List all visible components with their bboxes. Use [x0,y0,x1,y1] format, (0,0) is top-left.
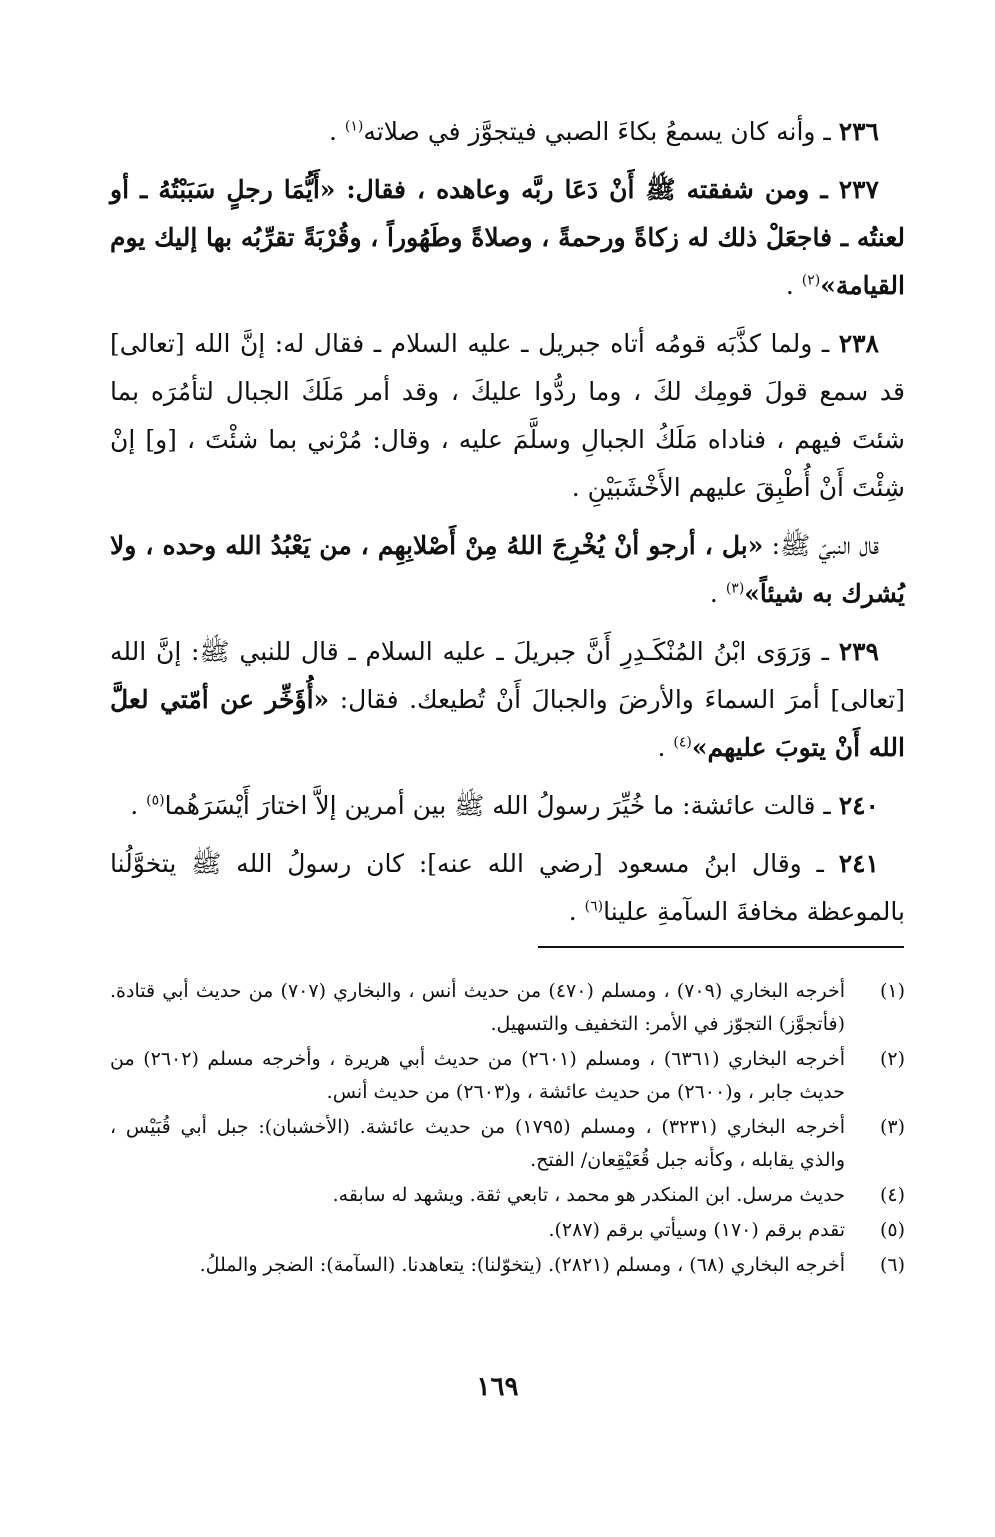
paragraph-text: ـ وأنه كان يسمعُ بكاءَ الصبي فيتجوَّز في صلاته [363,117,839,146]
item-number: ٢٣٧ [838,175,879,204]
footnote-text: أخرجه البخاري (٦٣٦١) ، ومسلم (٢٦٠١) من حديث أبي هريرة ، وأخرجه مسلم (٢٦٠٢) من حديث جابر ، و(٢٦٠٠) من حديث عائشة ، و(٢٦٠٣) من حديث أنس. [110,1048,845,1103]
footnote-item [110,1179,905,1212]
footnote-text: أخرجه البخاري (٦٨) ، ومسلم (٢٨٢١). (يتخوّلنا): يتعاهدنا. (السآمة): الضجر والمللُ. [199,1254,845,1276]
footnote-text: حديث مرسل. ابن المنكدر هو محمد ، تابعي ثقة. ويشهد له سابقه. [332,1184,845,1206]
hadith-quote: «أُؤَخِّر عن أمّتي لعلَّ الله أَنْ يتوبَ عليهم» [110,685,905,762]
footnote-item [110,1249,905,1282]
footnote-number: (٢) [879,1048,905,1070]
footnote-number: (٣) [879,1116,905,1138]
paragraph-end: . [130,791,147,820]
footnote-item [110,1214,905,1247]
paragraph-end: . [657,733,674,762]
footnote-number: (١) [879,980,905,1002]
hadith-quote: «بل ، أرجو أنْ يُخْرِجَ اللهُ مِنْ أَصْلابِهِم ، من يَعْبُدُ الله وحده ، ولا يُشرك به شيئاً» [110,531,905,608]
paragraph-text: ـ وقال ابنُ مسعود [رضي الله عنه]: كان رسولُ الله ﷺ يتخوَّلُنا بالموعظة مخافةَ السآمةِ علينا [110,849,905,926]
footnote-ref[interactable]: (٤) [673,734,692,751]
footnote-ref[interactable]: (١) [344,118,364,135]
footnote-text: أخرجه البخاري (٣٢٣١) ، ومسلم (١٧٩٥) من حديث عائشة. (الأخشبان): جبل أبي قُبَيْس ، والذي يقابله ، وكأنه جبل قُعَيْقِعان/ الفتح. [110,1116,845,1171]
paragraph-end: . [709,579,726,608]
paragraph-text: ـ ومن شفقته ﷺ أَنْ دَعَا ربَّه وعاهده ، فقال: «أَيُّمَا رجلٍ سَبَبْتُهُ ـ أو لعنتُه ـ فاجعَلْ ذلك له زكاةً ورحمةً ، وصلاةً وطَهُوراً ، وقُرْبَةً تقرِّبُه بها إليك يوم القيامة» [110,175,905,300]
footnote-item [110,975,905,1041]
paragraph-238 [110,320,905,512]
footnote-ref[interactable]: (٢) [801,272,821,289]
paragraph-lead: قال النبيّ ﷺ: [763,531,879,560]
main-text [110,108,905,946]
item-number: ٢٣٩ [838,637,879,666]
footnote-item [110,1111,905,1177]
footnote-text: تقدم برقم (١٧٠) وسيأتي برقم (٢٨٧). [548,1219,845,1241]
item-number: ٢٤٠ [838,791,879,820]
item-number: ٢٣٦ [838,117,879,146]
paragraph-241 [110,840,905,936]
footnote-ref[interactable]: (٣) [725,580,745,597]
footnote-ref[interactable]: (٥) [146,792,165,809]
paragraph-text: ـ قالت عائشة: ما خُيِّرَ رسولُ الله ﷺ بين أمرين إلاَّ اختارَ أَيْسَرَهُما [164,791,839,820]
paragraph-text: ـ ولما كذَّبَه قومُه أتاه جبريل ـ عليه السلام ـ فقال له: إنَّ الله [تعالى] قد سمع قولَ قومِك لكَ ، وما ردُّوا عليكَ ، وقد أمر مَلَكَ الجبال لتأمُرَه بما شئتَ فيهم ، فناداه مَلَكُ الجبالِ وسلَّمَ عليه ، وقال: مُرْني بما شئْتَ ، [و] إنْ شِئْتَ أَنْ أُطْبِقَ عليهم الأَخْشَبَيْنِ . [110,329,905,502]
paragraph-text: ـ وَرَوَى ابْنُ المُنْكَـدِرِ أَنَّ جبريلَ ـ عليه السلام ـ قال للنبي ﷺ: إنَّ الله [تعالى] أمرَ السماءَ والأرضَ والجبالَ أَنْ تُطيعك. فقال: [110,637,906,714]
footnote-number: (٤) [879,1184,905,1206]
page-number: ١٦٩ [476,1372,519,1402]
paragraph-end: . [568,897,585,926]
footnotes [110,975,905,1284]
paragraph-end: . [328,117,345,146]
footnote-ref[interactable]: (٦) [584,898,604,915]
footnote-text: أخرجه البخاري (٧٠٩) ، ومسلم (٤٧٠) من حديث أنس ، والبخاري (٧٠٧) من حديث أبي قتادة. (فأتجوَّز) التجوّز في الأمر: التخفيف والتسهيل. [110,980,845,1035]
footnote-separator [538,946,904,948]
paragraph-240 [110,782,905,830]
item-number: ٢٣٨ [838,329,879,358]
paragraph-end: . [785,271,802,300]
paragraph-237 [110,166,905,310]
footnote-item [110,1043,905,1109]
footnote-number: (٥) [879,1219,905,1241]
paragraph-238-continued [110,522,905,618]
footnote-number: (٦) [879,1254,905,1276]
paragraph-239 [110,628,905,772]
paragraph-236 [110,108,905,156]
item-number: ٢٤١ [838,849,879,878]
